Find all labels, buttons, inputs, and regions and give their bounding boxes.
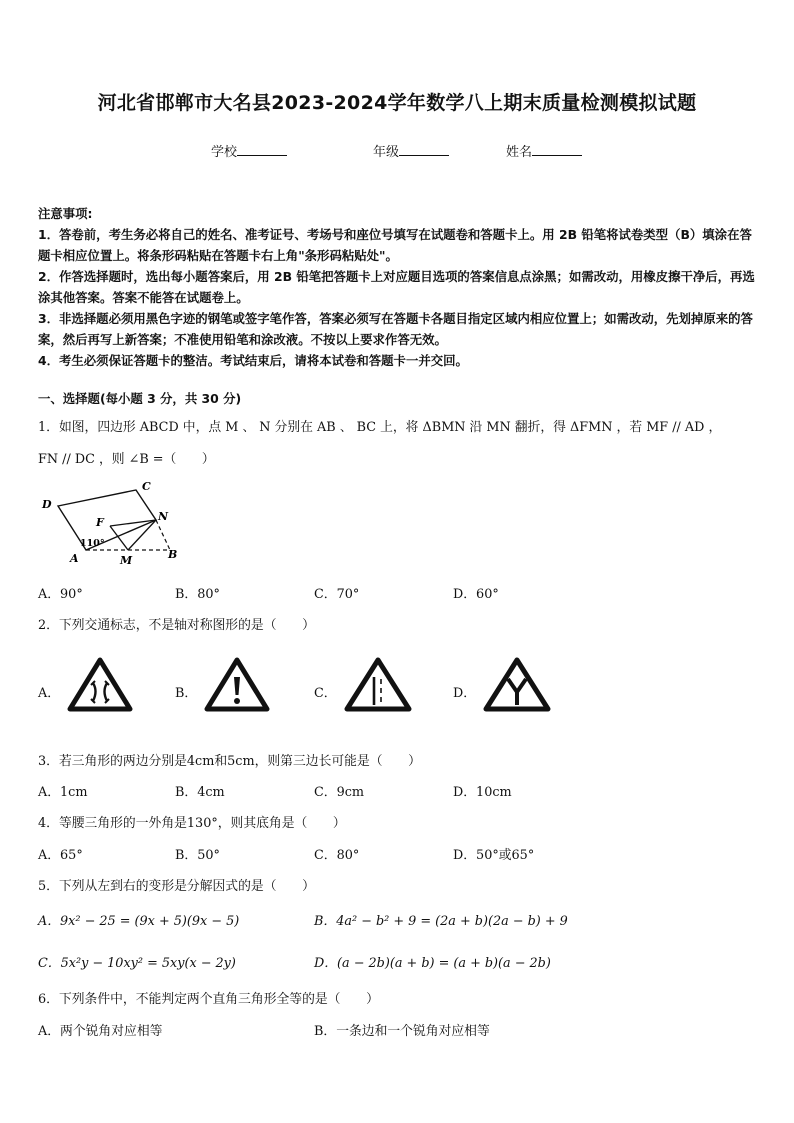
section-heading: 一、选择题(每小题 3 分，共 30 分) <box>38 391 242 406</box>
notice-block <box>38 203 760 371</box>
q6-text: 6．下列条件中，不能判定两个直角三角形全等的是（ ） <box>38 992 379 1007</box>
q4-option-c[interactable]: C．80° <box>314 848 360 863</box>
q6-option-b[interactable]: B．一条边和一个锐角对应相等 <box>314 1024 490 1039</box>
q2-option-c[interactable]: C． <box>314 686 337 701</box>
grade-label: 年级 <box>373 145 400 160</box>
name-field <box>506 141 582 160</box>
q1-option-a[interactable]: A．90° <box>38 587 83 602</box>
q2-text: 2．下列交通标志，不是轴对称图形的是（ ） <box>38 618 315 633</box>
y-junction-sign-icon <box>481 655 553 713</box>
notice-item-3: 3．非选择题必须用黑色字迹的钢笔或签字笔作答，答案必须写在答题卡各题目指定区域内相应位置上；如需改动，先划掉原来的答案，然后再写上新答案；不准使用铅笔和涂改液。不按以上要求作答无效。 <box>38 311 753 347</box>
name-blank <box>532 143 582 156</box>
q5-option-c[interactable]: C．5x²y − 10xy² = 5xy(x − 2y) <box>38 956 236 971</box>
notice-item-2: 2．作答选择题时，选出每小题答案后，用 2B 铅笔把答题卡上对应题目选项的答案信息点涂黑；如需改动，用橡皮擦干净后，再选涂其他答案。答案不能答在试题卷上。 <box>38 269 755 305</box>
q1-line1: 1．如图，四边形 ABCD 中，点 M 、 N 分别在 AB 、 BC 上，将 ΔBMN 沿 MN 翻折，得 ΔFMN ，若 MF // AD ， <box>38 420 722 435</box>
q3-option-c[interactable]: C．9cm <box>314 785 365 800</box>
fig-label-b: B <box>168 548 178 561</box>
fig-label-n: N <box>158 510 169 523</box>
q4-text: 4．等腰三角形的一外角是130°，则其底角是（ ） <box>38 816 346 831</box>
lane-sign-icon <box>342 655 414 713</box>
fig-label-m: M <box>120 554 133 567</box>
narrow-bridge-sign-icon <box>66 655 134 713</box>
name-label: 姓名 <box>506 145 533 160</box>
q1-line2: FN // DC ，则 ∠B =（ ） <box>38 452 215 467</box>
school-blank <box>237 143 287 156</box>
grade-field <box>373 141 449 160</box>
q3-option-d[interactable]: D．10cm <box>453 785 512 800</box>
q4-option-a[interactable]: A．65° <box>38 848 83 863</box>
q2-option-a[interactable]: A． <box>38 686 61 701</box>
grade-blank <box>399 143 449 156</box>
notice-item-1: 1．答卷前，考生务必将自己的姓名、准考证号、考场号和座位号填写在试题卷和答题卡上。用 2B 铅笔将试卷类型（B）填涂在答题卡相应位置上。将条形码粘贴在答题卡右上角"条形码粘贴处"。 <box>38 227 752 263</box>
q3-option-a[interactable]: A．1cm <box>38 785 88 800</box>
q6-option-a[interactable]: A．两个锐角对应相等 <box>38 1024 163 1039</box>
q4-option-d[interactable]: D．50°或65° <box>453 848 535 863</box>
q2-option-b[interactable]: B． <box>175 686 198 701</box>
q3-text: 3．若三角形的两边分别是4cm和5cm，则第三边长可能是（ ） <box>38 754 421 769</box>
fig-label-a: A <box>70 552 79 565</box>
q4-option-b[interactable]: B．50° <box>175 848 220 863</box>
fig-angle-label: 110° <box>80 538 105 549</box>
fig-label-f: F <box>96 516 104 529</box>
fig-label-c: C <box>142 480 151 493</box>
fig-label-d: D <box>42 498 52 511</box>
exam-title: 河北省邯郸市大名县2023-2024学年数学八上期末质量检测模拟试题 <box>97 92 697 114</box>
notice-item-4: 4．考生必须保证答题卡的整洁。考试结束后，请将本试卷和答题卡一并交回。 <box>38 353 468 368</box>
notice-heading: 注意事项: <box>38 206 93 221</box>
q1-option-d[interactable]: D．60° <box>453 587 499 602</box>
q1-option-c[interactable]: C．70° <box>314 587 360 602</box>
q2-option-d[interactable]: D． <box>453 686 477 701</box>
school-field <box>211 141 287 160</box>
q3-option-b[interactable]: B．4cm <box>175 785 225 800</box>
q1-option-b[interactable]: B．80° <box>175 587 220 602</box>
warning-exclamation-sign-icon <box>203 655 271 713</box>
q5-option-a[interactable]: A．9x² − 25 = (9x + 5)(9x − 5) <box>38 914 240 929</box>
school-label: 学校 <box>211 145 238 160</box>
q5-text: 5．下列从左到右的变形是分解因式的是（ ） <box>38 879 315 894</box>
q1-figure <box>38 478 188 570</box>
q5-option-b[interactable]: B．4a² − b² + 9 = (2a + b)(2a − b) + 9 <box>314 914 568 929</box>
q5-option-d[interactable]: D．(a − 2b)(a + b) = (a + b)(a − 2b) <box>314 956 551 971</box>
